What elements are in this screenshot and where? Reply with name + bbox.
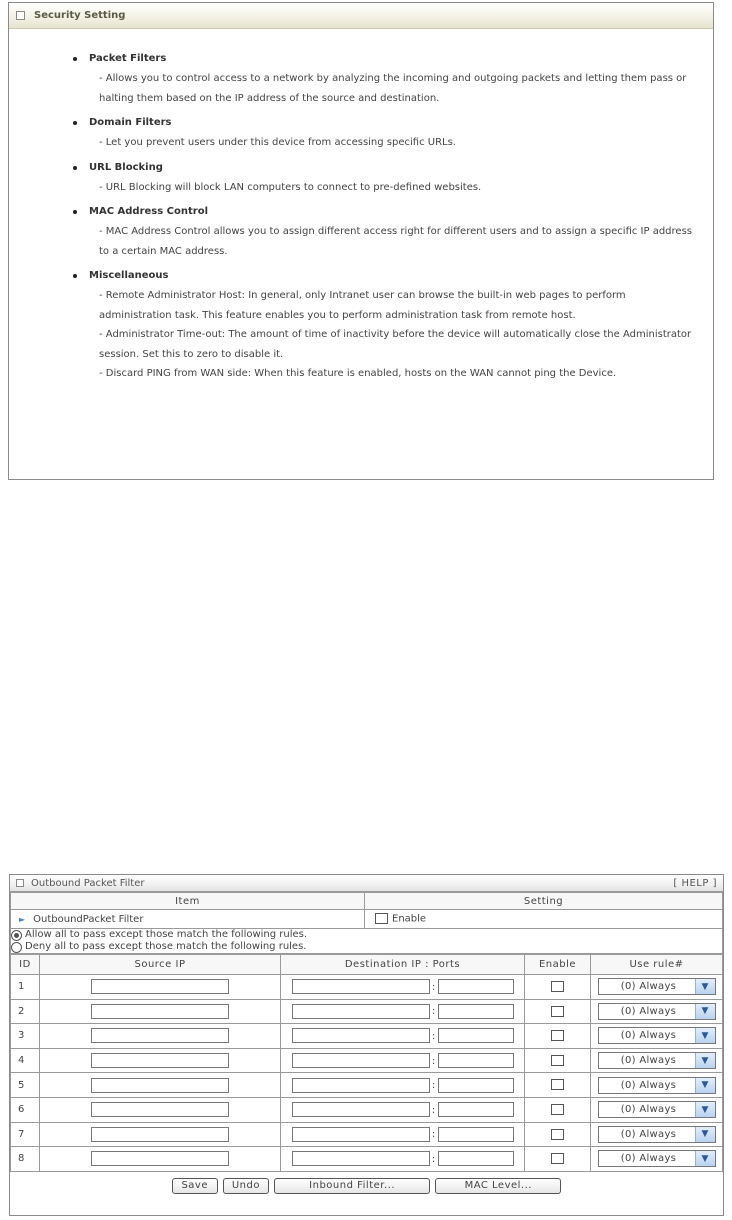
button-row [10,1172,723,1194]
destination-ip-input[interactable] [292,1078,430,1093]
enable-cell [525,975,591,1000]
use-rule-value: (0) Always [620,1128,677,1140]
use-rule-cell [591,1048,723,1073]
list-item [73,51,703,108]
use-rule-select[interactable] [598,1027,716,1044]
rules-body [11,975,723,1172]
rule-id: 3 [11,1024,40,1049]
source-ip-input[interactable] [91,979,229,994]
destination-port-input[interactable] [438,1151,514,1166]
port-separator: : [431,1030,436,1042]
list-item [73,160,703,198]
use-rule-cell [591,1073,723,1098]
security-setting-title: Security Setting [34,10,126,21]
destination-cell [281,999,525,1024]
rule-enable-checkbox[interactable] [551,1006,564,1017]
source-ip-cell [40,1147,281,1172]
use-rule-value: (0) Always [620,1005,677,1017]
outbound-filter-setting [365,910,723,929]
mac-level-button[interactable]: MAC Level... [435,1178,561,1194]
destination-ip-input[interactable] [292,1004,430,1019]
destination-port-input[interactable] [438,1053,514,1068]
list-item [73,204,703,261]
remote-admin-description: - Remote Administrator Host: In general, only Intranet user can browse the built-in web pages to perform administration task. This feature enables you to perform administration task from remote host. [99,290,626,321]
source-ip-cell [40,1048,281,1073]
enable-cell [525,1147,591,1172]
discard-ping-description: - Discard PING from WAN side: When this feature is enabled, hosts on the WAN cannot ping the Device. [99,368,617,379]
port-separator: : [431,1006,436,1018]
destination-ip-input[interactable] [292,979,430,994]
destination-cell [281,1097,525,1122]
source-ip-column-header: Source IP [40,955,281,975]
source-ip-input[interactable] [91,1053,229,1068]
use-rule-select[interactable] [598,1101,716,1118]
rule-id: 8 [11,1147,40,1172]
outbound-packet-filter-panel [9,874,724,1216]
destination-port-input[interactable] [438,1078,514,1093]
undo-button[interactable]: Undo [223,1178,269,1194]
list-item [73,115,703,153]
collapse-box-icon [16,879,24,887]
chevron-down-icon[interactable]: ▼ [695,1127,715,1142]
collapse-box-icon [16,11,25,20]
outbound-filter-item [11,910,365,929]
outbound-filter-header [10,875,723,892]
security-setting-header [9,3,713,29]
destination-cell [281,1147,525,1172]
destination-port-input[interactable] [438,1004,514,1019]
destination-cell [281,1024,525,1049]
use-rule-select[interactable] [598,978,716,995]
packet-filters-description: - Allows you to control access to a network by analyzing the incoming and outgoing packets and letting them pass or halting them based on the IP address of the source and destination. [99,73,687,104]
use-rule-cell [591,999,723,1024]
chevron-down-icon[interactable]: ▼ [695,1053,715,1068]
port-separator: : [431,1080,436,1092]
use-rule-value: (0) Always [620,981,677,993]
rule-id: 2 [11,999,40,1024]
destination-cell [281,1122,525,1147]
table-row [11,975,723,1000]
mac-address-control-description: - MAC Address Control allows you to assign different access right for different users and to assign a specific IP address to a certain MAC address. [99,226,692,257]
mac-address-control-title: MAC Address Control [73,204,703,220]
destination-cell [281,1073,525,1098]
use-rule-select[interactable] [598,1052,716,1069]
port-separator: : [431,1104,436,1116]
rule-id: 7 [11,1122,40,1147]
enable-cell [525,1024,591,1049]
enable-cell [525,1048,591,1073]
rule-id: 5 [11,1073,40,1098]
source-ip-cell [40,1024,281,1049]
source-ip-cell [40,1073,281,1098]
allow-radio[interactable] [11,930,22,941]
outbound-filter-title: Outbound Packet Filter [31,877,145,889]
use-rule-value: (0) Always [620,1153,677,1165]
allow-option[interactable] [11,929,722,941]
destination-cell [281,1048,525,1073]
use-rule-value: (0) Always [620,1055,677,1067]
destination-port-input[interactable] [438,979,514,994]
use-rule-cell [591,975,723,1000]
chevron-down-icon[interactable]: ▼ [695,1102,715,1117]
rule-id: 1 [11,975,40,1000]
security-setting-panel [8,2,714,480]
use-rule-select[interactable] [598,1077,716,1094]
inbound-filter-button[interactable]: Inbound Filter... [274,1178,430,1194]
deny-radio-label: Deny all to pass except those match the following rules. [25,941,307,952]
rule-id: 4 [11,1048,40,1073]
id-column-header: ID [11,955,40,975]
filter-mode-options [11,929,723,954]
chevron-down-icon[interactable]: ▼ [695,1151,715,1166]
source-ip-input[interactable] [91,1078,229,1093]
enable-label: Enable [392,913,427,925]
domain-filters-description: - Let you prevent users under this device from accessing specific URLs. [99,137,456,148]
table-row [11,1048,723,1073]
destination-port-input[interactable] [438,1028,514,1043]
destination-port-input[interactable] [438,1127,514,1142]
domain-filters-title: Domain Filters [73,115,703,131]
port-separator: : [431,1129,436,1141]
destination-ip-input[interactable] [292,1028,430,1043]
enable-cell [525,1097,591,1122]
source-ip-cell [40,1097,281,1122]
use-rule-cell [591,1097,723,1122]
rule-enable-checkbox[interactable] [551,1079,564,1090]
destination-ip-input[interactable] [292,1151,430,1166]
item-setting-table [10,892,723,954]
destination-port-input[interactable] [438,1102,514,1117]
use-rule-value: (0) Always [620,1030,677,1042]
chevron-down-icon[interactable]: ▼ [695,1078,715,1093]
packet-filters-title: Packet Filters [73,51,703,67]
use-rule-select[interactable] [598,1150,716,1167]
table-row [11,1024,723,1049]
chevron-down-icon[interactable]: ▼ [695,1004,715,1019]
filter-rules-table [10,954,723,1172]
enable-cell [525,1073,591,1098]
use-rule-cell [591,1122,723,1147]
rule-enable-checkbox[interactable] [551,1055,564,1066]
destination-ip-input[interactable] [292,1102,430,1117]
destination-column-header: Destination IP : Ports [281,955,525,975]
admin-timeout-description: - Administrator Time-out: The amount of time of inactivity before the device will automatically close the Administrator session. Set this to zero to disable it. [99,329,692,360]
rule-id: 6 [11,1097,40,1122]
source-ip-input[interactable] [91,1028,229,1043]
help-link[interactable]: [ HELP ] [673,877,717,889]
rule-enable-checkbox[interactable] [551,1104,564,1115]
source-ip-input[interactable] [91,1102,229,1117]
allow-radio-label: Allow all to pass except those match the following rules. [25,929,308,940]
outbound-filter-label: OutboundPacket Filter [33,913,144,925]
destination-ip-input[interactable] [292,1053,430,1068]
source-ip-input[interactable] [91,1127,229,1142]
use-rule-cell [591,1024,723,1049]
source-ip-cell [40,975,281,1000]
destination-ip-input[interactable] [292,1127,430,1142]
chevron-down-icon[interactable]: ▼ [695,1028,715,1043]
use-rule-value: (0) Always [620,1079,677,1091]
security-feature-list [73,51,703,391]
outbound-filter-enable-checkbox[interactable] [375,913,388,924]
enable-cell [525,999,591,1024]
table-row [11,1097,723,1122]
source-ip-input[interactable] [91,1151,229,1166]
miscellaneous-title: Miscellaneous [73,268,703,284]
port-separator: : [431,1153,436,1165]
use-rule-value: (0) Always [620,1104,677,1116]
chevron-down-icon[interactable]: ▼ [695,979,715,994]
list-item [73,268,703,384]
use-rule-cell [591,1147,723,1172]
rule-enable-checkbox[interactable] [551,1129,564,1140]
arrow-right-icon: ► [19,914,26,924]
url-blocking-title: URL Blocking [73,160,703,176]
item-column-header: Item [11,893,365,910]
setting-column-header: Setting [365,893,723,910]
deny-radio[interactable] [11,942,22,953]
deny-option[interactable] [11,941,722,953]
use-rule-column-header: Use rule# [591,955,723,975]
destination-cell [281,975,525,1000]
source-ip-cell [40,1122,281,1147]
rule-enable-checkbox[interactable] [551,981,564,992]
table-row [11,1073,723,1098]
rule-enable-checkbox[interactable] [551,1153,564,1164]
use-rule-select[interactable] [598,1003,716,1020]
source-ip-cell [40,999,281,1024]
port-separator: : [431,981,436,993]
port-separator: : [431,1055,436,1067]
use-rule-select[interactable] [598,1126,716,1143]
enable-cell [525,1122,591,1147]
save-button[interactable]: Save [172,1178,218,1194]
table-row [11,1147,723,1172]
source-ip-input[interactable] [91,1004,229,1019]
rule-enable-checkbox[interactable] [551,1030,564,1041]
url-blocking-description: - URL Blocking will block LAN computers to connect to pre-defined websites. [99,181,482,193]
table-row [11,1122,723,1147]
table-row [11,999,723,1024]
enable-column-header: Enable [525,955,591,975]
